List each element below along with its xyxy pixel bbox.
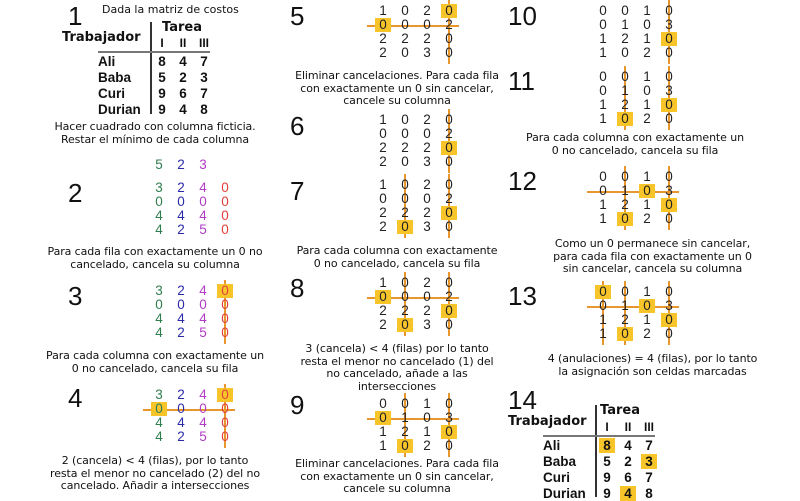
column-header: III: [643, 420, 654, 434]
matrix-cell: 0: [599, 298, 607, 313]
matrix-cell: 2: [621, 97, 629, 112]
matrix-cell: 4: [155, 222, 163, 237]
matrix-cell: 2: [621, 197, 629, 212]
matrix-cell: 0: [665, 3, 673, 18]
matrix-cell: 4: [199, 208, 207, 223]
matrix-cell: 4: [155, 415, 163, 430]
matrix-cell: 2: [177, 387, 185, 402]
matrix-cell: 0: [221, 194, 229, 209]
matrix-cell: 0: [643, 17, 651, 32]
column-minimum: 2: [177, 157, 185, 172]
matrix-cell: 2: [423, 275, 431, 290]
matrix-cell: 0: [401, 3, 409, 18]
matrix-cell: 0: [617, 212, 633, 226]
matrix-cell: 0: [177, 401, 185, 416]
cost-cell: 9: [603, 470, 611, 485]
cost-cell: 7: [200, 54, 208, 69]
matrix-cell: 2: [177, 325, 185, 340]
column-minimum: 3: [199, 157, 207, 172]
matrix-cell: 0: [379, 191, 387, 206]
step-number-8: 8: [290, 273, 305, 303]
matrix-cell: 1: [401, 410, 409, 425]
matrix-cell: 0: [445, 177, 453, 192]
matrix-cell: 0: [441, 425, 457, 439]
matrix-cell: 5: [199, 429, 207, 444]
matrix-cell: 0: [599, 3, 607, 18]
caption-line: cancelado, cancela su columna: [70, 257, 240, 271]
matrix-cell: 1: [621, 298, 629, 313]
cost-cell: 4: [620, 486, 636, 501]
cost-cell: 7: [645, 438, 653, 453]
matrix-cell: 3: [665, 17, 673, 32]
caption-line: no cancelado, añade a las: [326, 367, 468, 380]
step-number-12: 12: [508, 166, 537, 196]
matrix-cell: 4: [199, 283, 207, 298]
matrix-cell: 0: [221, 297, 229, 312]
matrix-cell: 0: [621, 69, 629, 84]
matrix-cell: 2: [423, 3, 431, 18]
matrix-cell: 1: [379, 438, 387, 453]
cost-cell: 4: [179, 54, 187, 69]
caption-line: resta el menor no cancelado (1) del: [300, 354, 494, 368]
caption-line: intersecciones: [357, 379, 437, 393]
matrix-cell: 0: [401, 154, 409, 169]
matrix-cell: 3: [155, 283, 163, 298]
matrix-cell: 2: [401, 31, 409, 46]
caption-line: Para cada columna con exactamente un: [46, 349, 264, 362]
step3-caption: [20, 350, 290, 375]
caption-line: Eliminar cancelaciones. Para cada fila: [295, 457, 499, 470]
step-number-14: 14: [508, 385, 537, 415]
matrix-cell: 2: [423, 112, 431, 127]
matrix-cell: 1: [599, 197, 607, 212]
matrix-cell: 4: [155, 429, 163, 444]
cost-cell: 7: [645, 470, 653, 485]
matrix-cell: 3: [423, 219, 431, 234]
matrix-cell: 0: [617, 112, 633, 126]
matrix-cell: 2: [379, 205, 387, 220]
matrix-cell: 0: [445, 438, 453, 453]
matrix-cell: 0: [199, 297, 207, 312]
matrix-cell: 4: [177, 415, 185, 430]
matrix-cell: 2: [643, 45, 651, 60]
step1-title: Dada la matriz de costos: [102, 3, 239, 16]
matrix-cell: 2: [401, 140, 409, 155]
matrix-cell: 4: [199, 311, 207, 326]
matrix-cell: 0: [217, 284, 233, 298]
matrix-cell: 2: [379, 154, 387, 169]
cost-cell: 9: [158, 102, 166, 117]
matrix-cell: 0: [661, 313, 677, 327]
matrix-cell: 0: [661, 32, 677, 46]
caption-line: resta el menor no cancelado (2) del no: [50, 466, 260, 480]
matrix-cell: 0: [599, 183, 607, 198]
matrix-cell: 1: [643, 69, 651, 84]
matrix-cell: 0: [445, 317, 453, 332]
matrix-cell: 0: [621, 169, 629, 184]
matrix-cell: 0: [221, 415, 229, 430]
worker-name: Curi: [98, 86, 125, 101]
matrix-cell: 0: [621, 45, 629, 60]
matrix-cell: 0: [217, 388, 233, 402]
matrix-cell: 4: [155, 208, 163, 223]
matrix-cell: 3: [155, 180, 163, 195]
worker-name: Ali: [543, 438, 561, 453]
step-number-11: 11: [508, 66, 535, 96]
step4-caption: [20, 455, 290, 493]
matrix-cell: 2: [643, 111, 651, 126]
matrix-cell: 0: [665, 45, 673, 60]
worker-name: Durian: [543, 486, 586, 501]
matrix-cell: 3: [445, 410, 453, 425]
caption-line: Hacer cuadrado con columna ficticia.: [54, 120, 256, 133]
matrix-cell: 0: [221, 311, 229, 326]
matrix-cell: 0: [155, 194, 163, 209]
matrix-cell: 2: [423, 205, 431, 220]
cost-cell: 2: [624, 454, 632, 469]
matrix-cell: 2: [379, 31, 387, 46]
matrix-cell: 4: [177, 208, 185, 223]
matrix-cell: 0: [177, 194, 185, 209]
matrix-cell: 1: [621, 183, 629, 198]
step-number-6: 6: [290, 111, 305, 141]
matrix-cell: 0: [599, 69, 607, 84]
matrix-cell: 1: [621, 83, 629, 98]
step7-caption: [262, 245, 532, 270]
matrix-cell: 1: [599, 97, 607, 112]
matrix-cell: 3: [423, 154, 431, 169]
step-number-2: 2: [68, 178, 83, 208]
matrix-cell: 0: [423, 191, 431, 206]
matrix-cell: 5: [199, 325, 207, 340]
caption-line: 4 (anulaciones) = 4 (filas), por lo tanto: [547, 352, 758, 365]
matrix-cell: 4: [155, 325, 163, 340]
matrix-cell: 0: [423, 126, 431, 141]
matrix-cell: 0: [665, 169, 673, 184]
cost-cell: 4: [624, 438, 632, 453]
step5-caption: [262, 70, 532, 108]
step9-caption: [262, 458, 532, 496]
matrix-cell: 5: [199, 222, 207, 237]
caption-line: cancelado. Añadir a intersecciones: [60, 479, 250, 492]
matrix-cell: 0: [621, 3, 629, 18]
matrix-cell: 2: [379, 45, 387, 60]
cost-cell: 6: [179, 86, 187, 101]
cost-cell: 9: [158, 86, 166, 101]
matrix-cell: 4: [177, 311, 185, 326]
matrix-cell: 4: [199, 415, 207, 430]
column-header: III: [198, 36, 209, 50]
matrix-cell: 0: [441, 304, 457, 318]
caption-line: sin cancelar, cancela su columna: [562, 262, 743, 275]
worker-name: Baba: [543, 454, 577, 469]
matrix-cell: 0: [199, 401, 207, 416]
matrix-cell: 0: [177, 297, 185, 312]
matrix-cell: 1: [643, 97, 651, 112]
matrix-cell: 2: [177, 222, 185, 237]
matrix-cell: 0: [397, 318, 413, 332]
matrix-cell: 0: [617, 327, 633, 341]
matrix-cell: 1: [423, 424, 431, 439]
caption-line: Restar el mínimo de cada columna: [60, 132, 250, 146]
step13-caption: [510, 353, 795, 378]
matrix-cell: 2: [423, 140, 431, 155]
step-number-4: 4: [68, 383, 83, 413]
matrix-cell: 0: [401, 275, 409, 290]
matrix-cell: 0: [445, 275, 453, 290]
matrix-cell: 1: [599, 111, 607, 126]
cost-cell: 8: [200, 102, 208, 117]
matrix-cell: 1: [599, 45, 607, 60]
matrix-cell: 2: [445, 17, 453, 32]
matrix-cell: 2: [401, 424, 409, 439]
matrix-cell: 2: [423, 303, 431, 318]
matrix-cell: 4: [199, 387, 207, 402]
matrix-cell: 0: [375, 411, 391, 425]
matrix-cell: 0: [595, 285, 611, 299]
matrix-cell: 0: [639, 184, 655, 198]
caption-line: 0 no cancelado, cancela su fila: [71, 361, 239, 375]
matrix-cell: 1: [643, 197, 651, 212]
matrix-cell: 0: [375, 18, 391, 32]
matrix-cell: 0: [441, 206, 457, 220]
matrix-cell: 0: [661, 198, 677, 212]
matrix-cell: 1: [599, 312, 607, 327]
column-group-header: Tarea: [162, 20, 202, 35]
worker-name: Baba: [98, 70, 132, 85]
matrix-cell: 0: [621, 284, 629, 299]
matrix-cell: 0: [665, 111, 673, 126]
step2-caption: [20, 246, 290, 271]
caption-line: para cada fila con exactamente un 0: [553, 249, 752, 263]
matrix-cell: 0: [401, 191, 409, 206]
row-header: Trabajador: [62, 30, 141, 45]
matrix-cell: 0: [401, 289, 409, 304]
caption-line: Para cada columna con exactamente un: [526, 131, 744, 144]
caption-line: Eliminar cancelaciones. Para cada fila: [295, 69, 499, 82]
matrix-cell: 1: [423, 396, 431, 411]
caption-line: Para cada fila con exactamente un 0 no: [47, 245, 263, 258]
matrix-cell: 0: [665, 284, 673, 299]
caption-line: 2 (cancela) < 4 (filas), por lo tanto: [61, 454, 249, 467]
matrix-cell: 0: [221, 222, 229, 237]
matrix-cell: 2: [379, 140, 387, 155]
matrix-cell: 0: [221, 208, 229, 223]
cost-cell: 3: [200, 70, 208, 85]
cost-cell: 5: [603, 454, 611, 469]
matrix-cell: 1: [379, 3, 387, 18]
matrix-cell: 0: [665, 69, 673, 84]
matrix-cell: 1: [379, 112, 387, 127]
cost-cell: 8: [599, 438, 615, 453]
matrix-cell: 0: [221, 180, 229, 195]
matrix-cell: 1: [643, 312, 651, 327]
matrix-cell: 0: [643, 83, 651, 98]
matrix-cell: 2: [401, 303, 409, 318]
matrix-cell: 1: [599, 211, 607, 226]
cost-cell: 3: [641, 454, 657, 469]
matrix-cell: 2: [379, 317, 387, 332]
matrix-cell: 1: [379, 275, 387, 290]
matrix-cell: 1: [379, 177, 387, 192]
step-number-13: 13: [508, 281, 537, 311]
cost-cell: 2: [179, 70, 187, 85]
caption-line: 3 (cancela) < 4 (filas) por lo tanto: [305, 342, 489, 355]
matrix-cell: 1: [621, 17, 629, 32]
matrix-cell: 0: [221, 401, 229, 416]
matrix-cell: 2: [643, 326, 651, 341]
caption-line: cancele su columna: [343, 94, 451, 107]
matrix-cell: 0: [445, 154, 453, 169]
column-group-header: Tarea: [600, 403, 640, 418]
column-header: II: [624, 420, 632, 434]
matrix-cell: 3: [423, 45, 431, 60]
step-number-7: 7: [290, 176, 305, 206]
matrix-cell: 3: [665, 298, 673, 313]
caption-line: la asignación son celdas marcadas: [558, 364, 747, 378]
matrix-cell: 3: [155, 387, 163, 402]
matrix-cell: 0: [665, 211, 673, 226]
caption-line: Para cada columna con exactamente: [296, 244, 498, 257]
matrix-cell: 0: [599, 169, 607, 184]
step1-caption: [20, 121, 290, 146]
column-minimum: 5: [155, 157, 163, 172]
matrix-cell: 2: [177, 429, 185, 444]
matrix-cell: 2: [445, 289, 453, 304]
matrix-cell: 0: [397, 439, 413, 453]
matrix-cell: 2: [177, 180, 185, 195]
matrix-cell: 0: [379, 126, 387, 141]
matrix-cell: 2: [643, 211, 651, 226]
step-number-5: 5: [290, 1, 305, 31]
matrix-cell: 0: [151, 402, 167, 416]
step-number-9: 9: [290, 390, 305, 420]
cost-cell: 5: [158, 70, 166, 85]
matrix-cell: 0: [441, 141, 457, 155]
matrix-cell: 3: [665, 83, 673, 98]
caption-line: 0 no cancelado, cancela su fila: [551, 143, 719, 157]
matrix-cell: 1: [379, 424, 387, 439]
matrix-cell: 2: [379, 303, 387, 318]
matrix-cell: 0: [445, 396, 453, 411]
matrix-cell: 0: [155, 297, 163, 312]
matrix-cell: 0: [445, 112, 453, 127]
matrix-cell: 2: [379, 219, 387, 234]
cost-cell: 8: [158, 54, 166, 69]
matrix-cell: 2: [177, 283, 185, 298]
row-header: Trabajador: [508, 414, 587, 429]
matrix-cell: 0: [639, 299, 655, 313]
matrix-cell: 4: [155, 311, 163, 326]
matrix-cell: 1: [599, 31, 607, 46]
matrix-cell: 1: [643, 284, 651, 299]
step-number-10: 10: [508, 1, 537, 31]
cost-cell: 4: [179, 102, 187, 117]
caption-line: Como un 0 permanece sin cancelar,: [554, 237, 751, 250]
matrix-cell: 0: [221, 325, 229, 340]
matrix-cell: 0: [397, 220, 413, 234]
matrix-cell: 1: [643, 31, 651, 46]
step12-caption: [510, 238, 795, 276]
matrix-cell: 0: [401, 177, 409, 192]
worker-name: Curi: [543, 470, 570, 485]
matrix-cell: 2: [423, 438, 431, 453]
matrix-cell: 1: [599, 326, 607, 341]
caption-line: con exactamente un 0 sin cancelar,: [300, 469, 494, 483]
matrix-cell: 2: [423, 31, 431, 46]
matrix-cell: 2: [621, 31, 629, 46]
matrix-cell: 2: [401, 205, 409, 220]
matrix-cell: 4: [199, 180, 207, 195]
matrix-cell: 0: [375, 290, 391, 304]
column-header: I: [605, 420, 609, 434]
matrix-cell: 2: [621, 312, 629, 327]
matrix-cell: 1: [643, 169, 651, 184]
matrix-cell: 0: [665, 326, 673, 341]
matrix-cell: 0: [445, 219, 453, 234]
column-header: II: [179, 36, 187, 50]
matrix-cell: 0: [423, 289, 431, 304]
matrix-cell: 0: [599, 17, 607, 32]
matrix-cell: 0: [221, 429, 229, 444]
matrix-cell: 0: [401, 396, 409, 411]
matrix-cell: 0: [441, 4, 457, 18]
cost-cell: 9: [603, 486, 611, 501]
matrix-cell: 2: [423, 177, 431, 192]
caption-line: cancele su columna: [343, 482, 451, 495]
matrix-cell: 0: [423, 17, 431, 32]
matrix-cell: 0: [445, 31, 453, 46]
cost-cell: 8: [645, 486, 653, 501]
matrix-cell: 2: [445, 126, 453, 141]
matrix-cell: 0: [401, 112, 409, 127]
matrix-cell: 0: [599, 83, 607, 98]
matrix-cell: 0: [199, 194, 207, 209]
matrix-cell: 0: [379, 396, 387, 411]
step11-caption: [500, 132, 770, 157]
step8-caption: [262, 343, 532, 393]
caption-line: 0 no cancelado, cancela su fila: [313, 256, 481, 270]
step-number-3: 3: [68, 281, 83, 311]
column-header: I: [160, 36, 164, 50]
matrix-cell: 1: [643, 3, 651, 18]
worker-name: Durian: [98, 102, 141, 117]
matrix-cell: 0: [401, 17, 409, 32]
step-number-1: 1: [68, 1, 83, 31]
matrix-cell: 0: [661, 98, 677, 112]
matrix-cell: 0: [423, 410, 431, 425]
cost-cell: 6: [624, 470, 632, 485]
matrix-cell: 0: [401, 45, 409, 60]
matrix-cell: 2: [445, 191, 453, 206]
matrix-cell: 3: [423, 317, 431, 332]
caption-line: con exactamente un 0 sin cancelar,: [300, 81, 494, 95]
matrix-cell: 3: [665, 183, 673, 198]
worker-name: Ali: [98, 54, 116, 69]
matrix-cell: 0: [445, 45, 453, 60]
matrix-cell: 0: [401, 126, 409, 141]
cost-cell: 7: [200, 86, 208, 101]
